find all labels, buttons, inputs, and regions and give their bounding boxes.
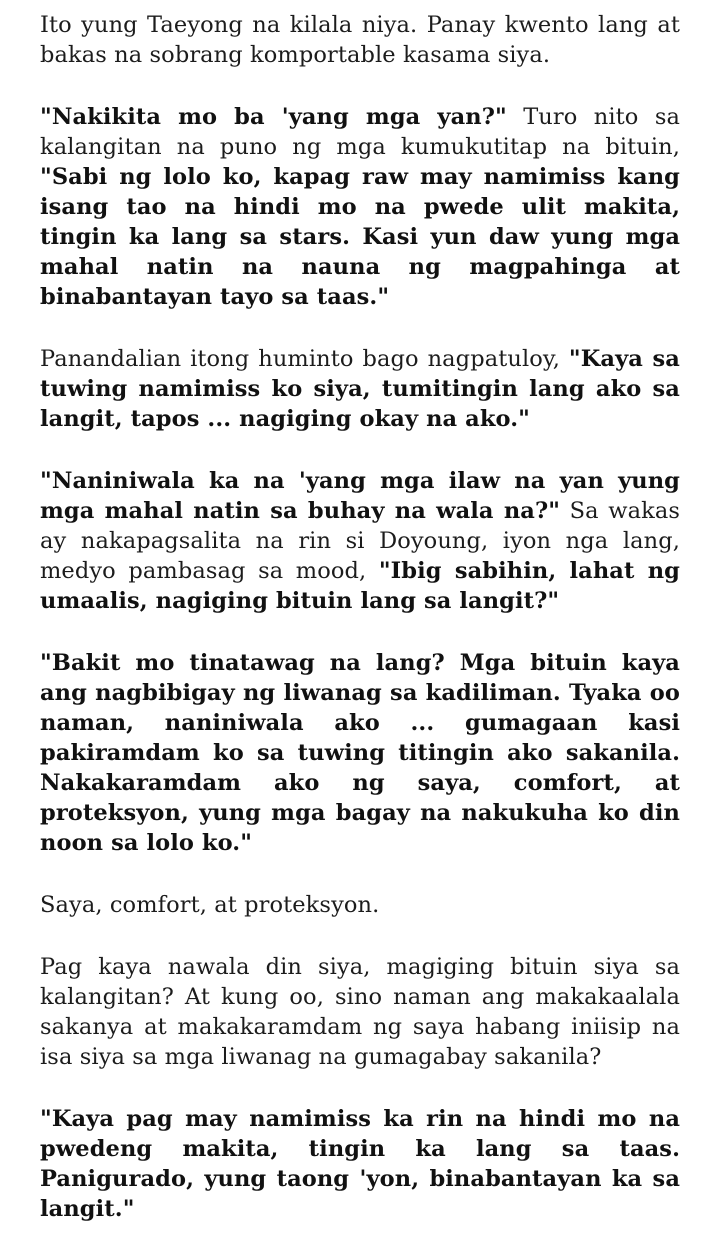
dialogue-text: "Kaya pag may namimiss ka rin na hindi mo na pwedeng makita, tingin ka lang sa taas. Panigurado, yung taong 'yon, binabantayan ka sa langit."	[40, 1106, 680, 1222]
dialogue-text: "Sabi ng lolo ko, kapag raw may namimiss kang isang tao na hindi mo na pwede ulit makita, tingin ka lang sa stars. Kasi yun daw yung mga mahal natin na nauna ng magpahinga at binabantayan tayo sa taas."	[40, 164, 680, 310]
story-paragraph	[40, 890, 680, 920]
dialogue-text: "Bakit mo tinatawag na lang? Mga bituin kaya ang nagbibigay ng liwanag sa kadiliman. Tyaka oo naman, naniniwala ako ... gumagaan kasi pakiramdam ko sa tuwing titingin ako sakanila. Nakakaramdam ako ng saya, comfort, at proteksyon, yung mga bagay na nakukuha ko din noon sa lolo ko."	[40, 650, 680, 856]
story-paragraph	[40, 102, 680, 312]
story-paragraph	[40, 1104, 680, 1224]
dialogue-text: "Kaya sa tuwing namimiss ko siya, tumitingin lang ako sa langit, tapos ... nagiging okay na ako."	[40, 346, 680, 432]
dialogue-text: "Ibig sabihin, lahat ng umaalis, nagiging bituin lang sa langit?"	[40, 558, 680, 614]
narration-text: Turo nito sa kalangitan na puno ng mga kumukutitap na bituin,	[40, 104, 680, 160]
dialogue-text: "Nakikita mo ba 'yang mga yan?"	[40, 104, 507, 130]
narration-text: Sa wakas ay nakapagsalita na rin si Doyoung, iyon nga lang, medyo pambasag sa mood,	[40, 498, 680, 584]
story-paragraph	[40, 466, 680, 616]
narration-text: Panandalian itong huminto bago nagpatuloy,	[40, 346, 569, 372]
narration-text: Pag kaya nawala din siya, magiging bituin siya sa kalangitan? At kung oo, sino naman ang makakaalala sakanya at makakaramdam ng saya habang iniisip na isa siya sa mga liwanag na gumagabay sakanila?	[40, 954, 680, 1070]
story-paragraph	[40, 952, 680, 1072]
story-paragraph	[40, 344, 680, 434]
story-paragraph	[40, 648, 680, 858]
story-paragraph	[40, 10, 680, 70]
dialogue-text: "Naniniwala ka na 'yang mga ilaw na yan yung mga mahal natin sa buhay na wala na?"	[40, 468, 680, 524]
narration-text: Saya, comfort, at proteksyon.	[40, 892, 380, 918]
narration-text: Ito yung Taeyong na kilala niya. Panay kwento lang at bakas na sobrang komportable kasama siya.	[40, 12, 680, 68]
